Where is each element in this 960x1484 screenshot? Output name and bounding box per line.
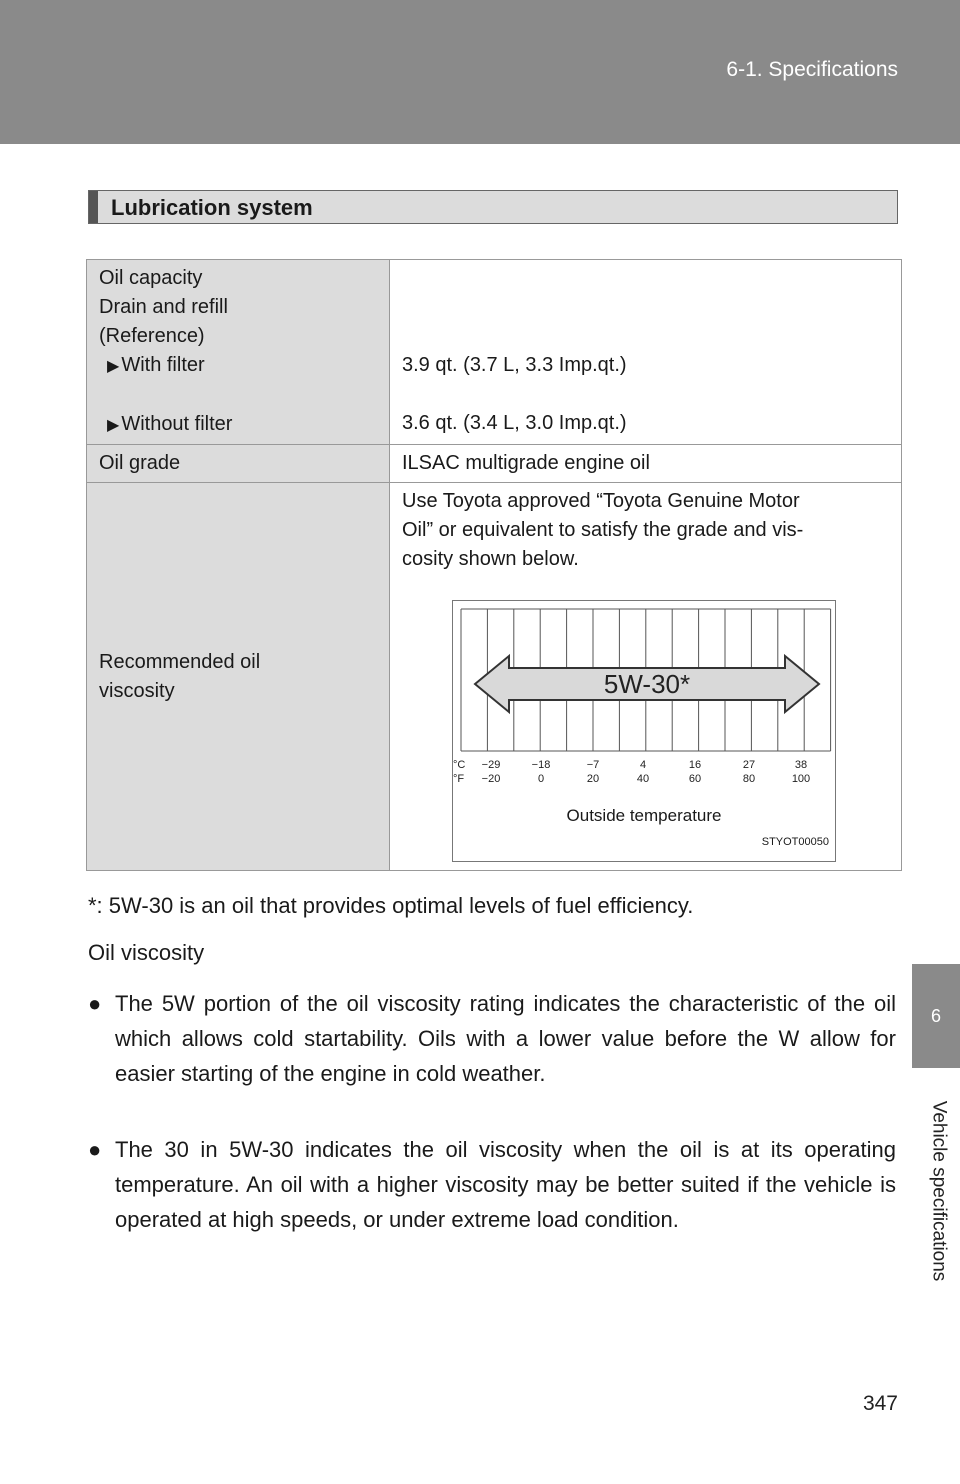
with-filter-label: With filter: [121, 354, 205, 376]
fahrenheit-tick-label: 60: [688, 773, 702, 785]
triangle-right-icon: ▶: [107, 417, 120, 434]
viscosity-label-line1: Recommended oil: [99, 650, 261, 673]
chart-code: STYOT00050: [761, 836, 829, 848]
viscosity-text-line3: cosity shown below.: [402, 548, 579, 570]
viscosity-label-cell: [87, 483, 390, 871]
triangle-right-icon: ▶: [107, 358, 120, 375]
without-filter-label: Without filter: [121, 413, 233, 435]
oil-viscosity-heading: Oil viscosity: [88, 940, 205, 965]
oil-capacity-label-cell: [87, 260, 390, 445]
bullet-item: [88, 986, 896, 1091]
viscosity-chart: [452, 600, 836, 862]
fahrenheit-tick-label: −20: [481, 773, 501, 785]
section-title-bar: [89, 191, 98, 223]
fahrenheit-tick-label: 40: [636, 773, 650, 785]
bullet-text: The 30 in 5W-30 indicates the oil viscosity when the oil is at its operating temperature. An oil with a higher viscosity may be better suited if the vehicle is operated at high speeds, or under extreme load condition.: [115, 1137, 896, 1232]
viscosity-label-line2: viscosity: [99, 679, 175, 702]
section-label: 6-1. Specifications: [726, 58, 898, 81]
celsius-tick-label: −18: [531, 759, 551, 771]
celsius-tick-label: −29: [481, 759, 501, 771]
reference-label: (Reference): [99, 325, 205, 347]
bullet-icon: ●: [88, 991, 102, 1016]
chart-xlabel: Outside temperature: [566, 806, 722, 825]
chapter-tab-label: Vehicle specifications: [928, 1100, 950, 1282]
chapter-tab-number: 6: [930, 1006, 941, 1026]
fahrenheit-tick-label: 80: [742, 773, 756, 785]
oil-capacity-value-cell: [390, 260, 902, 445]
oil-capacity-label: Oil capacity: [99, 267, 203, 289]
viscosity-text-line2: Oil” or equivalent to satisfy the grade and vis-: [402, 519, 804, 541]
with-filter-value: 3.9 qt. (3.7 L, 3.3 Imp.qt.): [402, 354, 627, 376]
section-title-box: [88, 190, 898, 224]
fahrenheit-tick-label: 0: [537, 773, 545, 785]
oil-grade-label: Oil grade: [87, 445, 390, 483]
page-number: 347: [862, 1392, 898, 1415]
footnote: *: 5W-30 is an oil that provides optimal levels of fuel efficiency.: [88, 893, 694, 918]
bullet-icon: ●: [88, 1137, 102, 1162]
bullet-text: The 5W portion of the oil viscosity rating indicates the characteristic of the oil which allows cold startability. Oils with a lower value before the W allow for easier starting of the engine in cold weather.: [115, 991, 896, 1086]
unit-c-label: °C: [453, 759, 466, 771]
celsius-tick-label: 38: [794, 759, 808, 771]
oil-grade-value: ILSAC multigrade engine oil: [390, 445, 902, 483]
section-title: Lubrication system: [111, 195, 313, 220]
fahrenheit-tick-label: 100: [791, 773, 811, 785]
oil-grade-row: [87, 445, 902, 483]
fahrenheit-tick-label: 20: [586, 773, 600, 785]
oil-capacity-row: [87, 260, 902, 445]
viscosity-text-line1: Use Toyota approved “Toyota Genuine Motor: [402, 490, 800, 512]
spec-table: [86, 259, 902, 871]
with-filter-item: [99, 351, 377, 381]
celsius-tick-label: 27: [742, 759, 756, 771]
drain-refill-label: Drain and refill: [99, 296, 228, 318]
celsius-tick-label: 4: [639, 759, 647, 771]
chapter-tab-label-wrap: [922, 1086, 954, 1296]
viscosity-row: [87, 483, 902, 871]
without-filter-item: [99, 410, 377, 440]
viscosity-value-cell: [390, 483, 902, 871]
celsius-tick-label: 16: [688, 759, 702, 771]
celsius-tick-label: −7: [586, 759, 600, 771]
unit-f-label: °F: [453, 773, 465, 785]
without-filter-value: 3.6 qt. (3.4 L, 3.0 Imp.qt.): [402, 412, 627, 434]
grade-label: 5W-30*: [603, 669, 691, 699]
bullet-item: [88, 1132, 896, 1237]
